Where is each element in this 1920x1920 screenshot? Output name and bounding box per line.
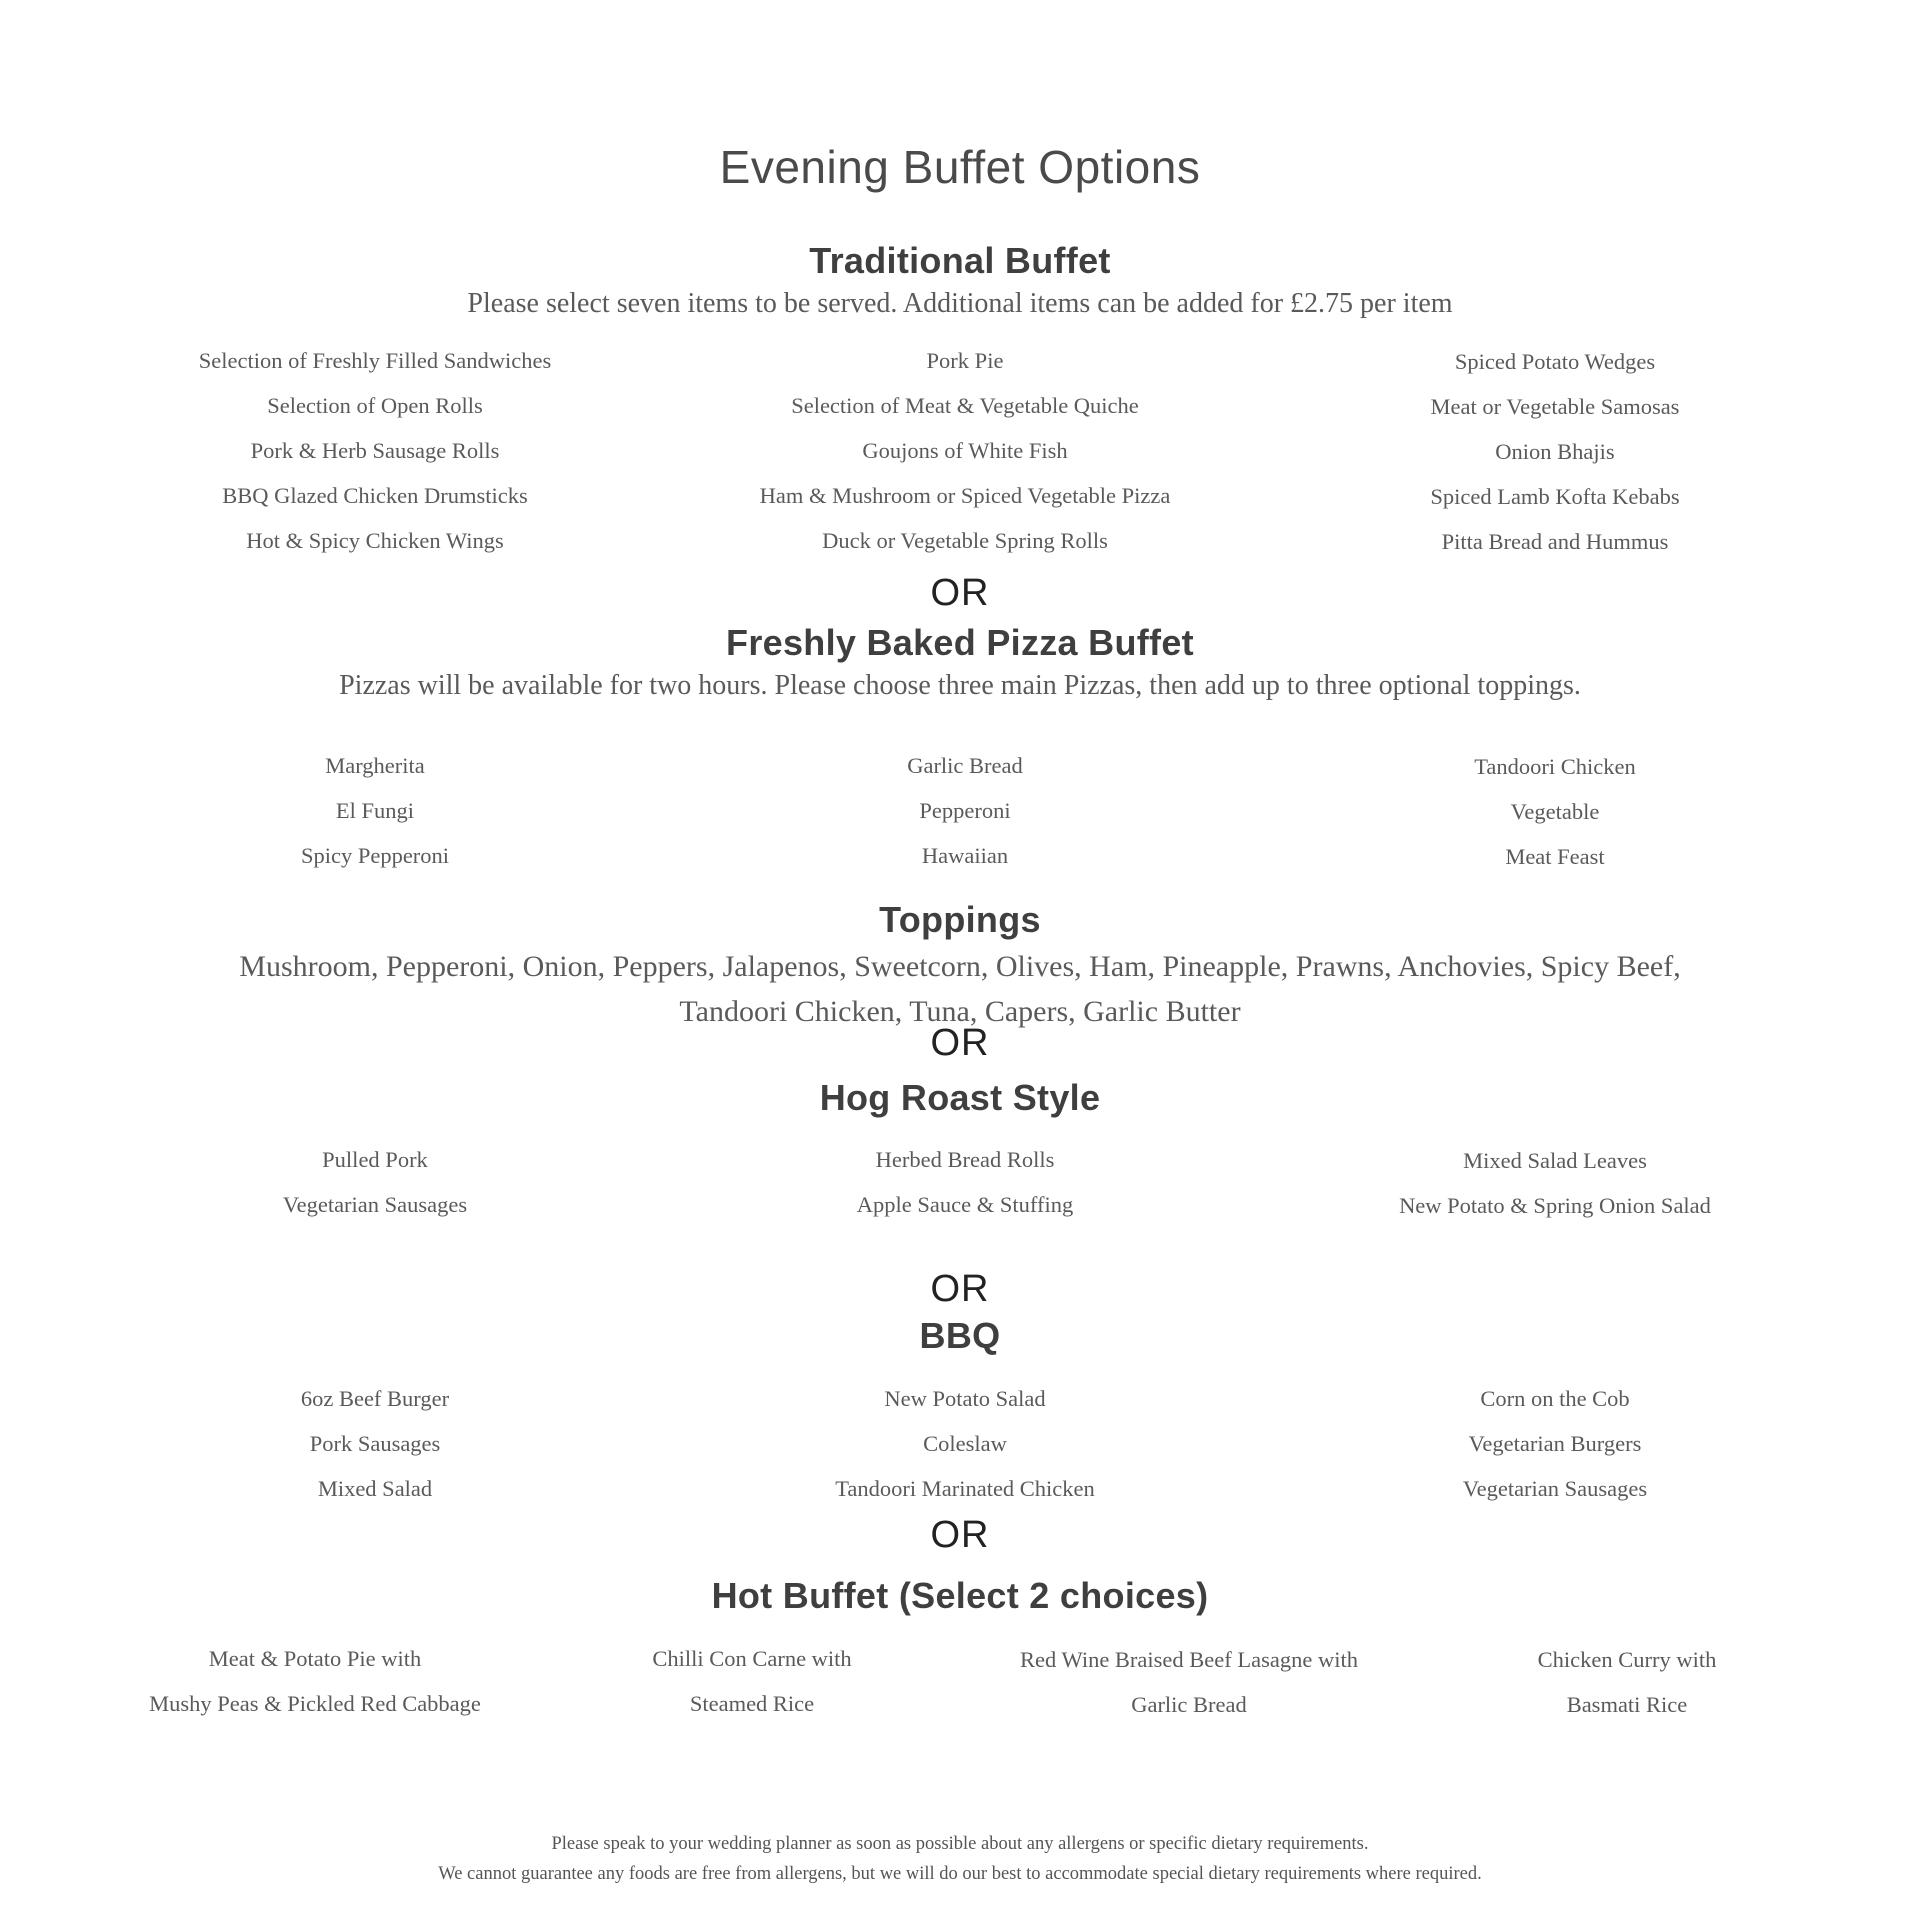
menu-item: Mushy Peas & Pickled Red Cabbage xyxy=(149,1691,481,1716)
bbq-title: BBQ xyxy=(919,1315,1001,1356)
menu-item: New Potato Salad xyxy=(884,1386,1046,1411)
menu-item: El Fungi xyxy=(335,798,415,823)
menu-item: BBQ Glazed Chicken Drumsticks xyxy=(222,483,528,508)
hot-column-3 xyxy=(964,1637,1414,1727)
menu-item: Spiced Potato Wedges xyxy=(1454,349,1656,374)
pizza-column-2 xyxy=(700,743,1230,878)
hot-column-4 xyxy=(1402,1637,1852,1727)
menu-item: Pork & Herb Sausage Rolls xyxy=(250,438,500,463)
menu-item: Vegetarian Sausages xyxy=(282,1192,468,1217)
menu-item: Mixed Salad xyxy=(317,1476,433,1501)
or-divider: OR xyxy=(930,1268,990,1310)
traditional-buffet-intro: Please select seven items to be served. Additional items can be added for £2.75 per item xyxy=(467,288,1453,319)
menu-item: Spicy Pepperoni xyxy=(300,843,450,868)
menu-item: Hot & Spicy Chicken Wings xyxy=(246,528,504,553)
menu-item: Garlic Bread xyxy=(907,753,1023,778)
menu-item: Meat Feast xyxy=(1505,844,1605,869)
menu-item: Steamed Rice xyxy=(689,1691,815,1716)
menu-item: Selection of Open Rolls xyxy=(267,393,483,418)
hot-buffet-title: Hot Buffet (Select 2 choices) xyxy=(711,1575,1209,1616)
menu-item: Onion Bhajis xyxy=(1495,439,1615,464)
pizza-buffet-title: Freshly Baked Pizza Buffet xyxy=(726,622,1194,663)
menu-item: Mixed Salad Leaves xyxy=(1463,1148,1647,1173)
menu-item: 6oz Beef Burger xyxy=(300,1386,450,1411)
pizza-column-1 xyxy=(110,743,640,878)
menu-item: Tandoori Marinated Chicken xyxy=(835,1476,1095,1501)
menu-item: Duck or Vegetable Spring Rolls xyxy=(822,528,1108,553)
or-divider: OR xyxy=(930,572,990,614)
pizza-column-3 xyxy=(1290,744,1820,879)
menu-item: Ham & Mushroom or Spiced Vegetable Pizza xyxy=(759,483,1171,508)
hog-column-3 xyxy=(1290,1138,1820,1228)
allergen-notice-line-1: Please speak to your wedding planner as soon as possible about any allergens or specific dietary requirements. xyxy=(551,1834,1369,1854)
menu-item: Pepperoni xyxy=(919,798,1011,823)
menu-item: Margherita xyxy=(325,753,425,778)
menu-item: Tandoori Chicken xyxy=(1474,754,1636,779)
menu-item: Chicken Curry with xyxy=(1537,1647,1717,1672)
menu-item: Coleslaw xyxy=(923,1431,1007,1456)
menu-item: New Potato & Spring Onion Salad xyxy=(1399,1193,1711,1218)
toppings-title: Toppings xyxy=(879,899,1041,940)
menu-item: Apple Sauce & Stuffing xyxy=(856,1192,1074,1217)
traditional-column-2 xyxy=(700,338,1230,563)
menu-item: Basmati Rice xyxy=(1566,1692,1688,1717)
menu-item: Meat or Vegetable Samosas xyxy=(1430,394,1680,419)
traditional-buffet-title: Traditional Buffet xyxy=(809,240,1111,281)
menu-item: Selection of Freshly Filled Sandwiches xyxy=(198,348,552,373)
toppings-list-line-1: Mushroom, Pepperoni, Onion, Peppers, Jalapenos, Sweetcorn, Olives, Ham, Pineapple, Prawns, Anchovies, Spicy Beef, xyxy=(239,950,1681,983)
traditional-column-1 xyxy=(110,338,640,563)
toppings-list-line-2: Tandoori Chicken, Tuna, Capers, Garlic Butter xyxy=(679,995,1241,1028)
menu-item: Garlic Bread xyxy=(1131,1692,1247,1717)
traditional-column-3 xyxy=(1290,339,1820,564)
menu-item: Meat & Potato Pie with xyxy=(208,1646,422,1671)
or-divider: OR xyxy=(930,1514,990,1556)
menu-item: Chilli Con Carne with xyxy=(652,1646,852,1671)
menu-item: Pitta Bread and Hummus xyxy=(1441,529,1669,554)
page-title: Evening Buffet Options xyxy=(719,141,1201,193)
bbq-column-2 xyxy=(700,1376,1230,1511)
menu-item: Herbed Bread Rolls xyxy=(875,1147,1055,1172)
menu-item: Goujons of White Fish xyxy=(862,438,1068,463)
bbq-column-3 xyxy=(1290,1376,1820,1511)
menu-item: Pork Sausages xyxy=(309,1431,441,1456)
menu-item: Pork Pie xyxy=(926,348,1004,373)
menu-item: Vegetarian Burgers xyxy=(1468,1431,1642,1456)
hog-column-1 xyxy=(110,1137,640,1227)
hot-column-2 xyxy=(527,1636,977,1726)
bbq-column-1 xyxy=(110,1376,640,1511)
menu-item: Spiced Lamb Kofta Kebabs xyxy=(1430,484,1680,509)
menu-item: Vegetarian Sausages xyxy=(1462,1476,1648,1501)
hog-column-2 xyxy=(700,1137,1230,1227)
menu-item: Red Wine Braised Beef Lasagne with xyxy=(1020,1647,1358,1672)
or-divider: OR xyxy=(930,1022,990,1064)
allergen-notice-line-2: We cannot guarantee any foods are free from allergens, but we will do our best to accommodate special dietary requirements where required. xyxy=(438,1864,1482,1884)
menu-item: Selection of Meat & Vegetable Quiche xyxy=(791,393,1139,418)
menu-item: Corn on the Cob xyxy=(1480,1386,1630,1411)
hog-roast-title: Hog Roast Style xyxy=(819,1077,1101,1118)
menu-item: Vegetable xyxy=(1510,799,1600,824)
hot-column-1 xyxy=(90,1636,540,1726)
menu-item: Hawaiian xyxy=(921,843,1009,868)
menu-item: Pulled Pork xyxy=(322,1147,428,1172)
pizza-buffet-intro: Pizzas will be available for two hours. Please choose three main Pizzas, then add up to three optional toppings. xyxy=(339,670,1581,701)
